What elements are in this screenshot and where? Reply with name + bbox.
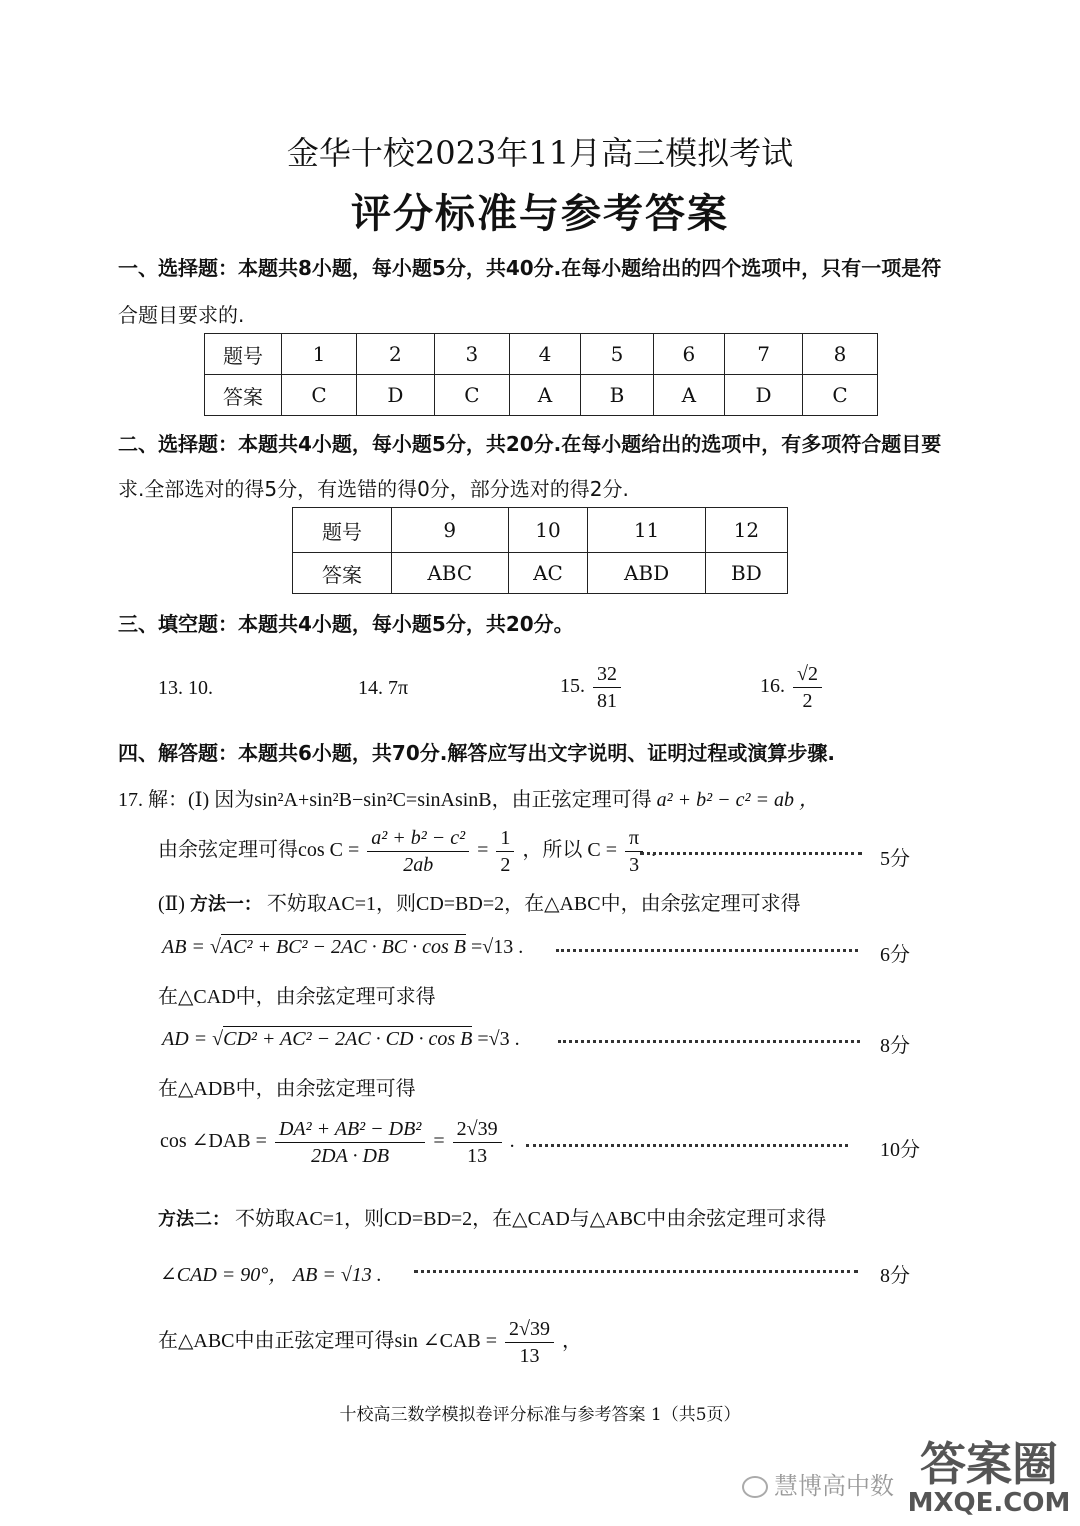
score-label: 5分	[880, 848, 910, 870]
answer-15	[560, 663, 624, 712]
table-row-label: 答案	[293, 553, 392, 594]
denominator: 3	[629, 854, 640, 876]
dotted-leader	[556, 949, 858, 952]
q17-method2	[158, 1202, 826, 1231]
q17-line2	[158, 827, 656, 876]
question-number: 10	[508, 508, 588, 553]
q17-line1	[118, 783, 819, 812]
question-number: 8	[803, 334, 878, 375]
wechat-icon	[742, 1476, 768, 1498]
ad-formula: AD = √CD² + AC² − 2AC · CD · cos B =√3 .	[162, 1028, 520, 1050]
watermark-text: 慧博高中数	[774, 1472, 894, 1500]
section1-heading-cont: 合题目要求的.	[118, 303, 245, 327]
answer-cell: BD	[705, 553, 787, 594]
fraction	[505, 1318, 554, 1367]
watermark-wechat	[742, 1466, 894, 1501]
text: 由余弦定理可得cos C =	[158, 839, 360, 862]
denominator: 2DA · DB	[311, 1145, 390, 1167]
q17-cad-text: 在△CAD中，由余弦定理可求得	[158, 986, 436, 1008]
dotted-leader	[640, 852, 862, 855]
question-number: 6	[653, 334, 724, 375]
denominator: 2	[500, 854, 511, 876]
denominator: 81	[597, 690, 617, 712]
answer-cell: D	[356, 375, 434, 416]
section3-heading: 三、填空题：本题共4小题，每小题5分，共20分。	[118, 612, 574, 636]
m2-formula: ∠CAD = 90°， AB = √13 .	[160, 1264, 382, 1286]
denominator: 13	[519, 1345, 540, 1367]
watermark-site: MXQE.COM	[907, 1488, 1071, 1518]
text: cos ∠DAB =	[160, 1130, 267, 1153]
question-number: 1	[282, 334, 357, 375]
page-footer: 十校高三数学模拟卷评分标准与参考答案 1（共5页）	[339, 1405, 741, 1425]
method-label: 方法一：	[189, 894, 262, 915]
question-number: 7	[725, 334, 803, 375]
answer-16	[760, 663, 825, 712]
numerator: √2	[793, 663, 822, 688]
numerator: DA² + AB² − DB²	[275, 1118, 425, 1143]
dotted-leader	[414, 1270, 858, 1273]
answer-cell: A	[653, 375, 724, 416]
answer-cell: C	[803, 375, 878, 416]
answer-14: 14. 7π	[358, 677, 409, 699]
text: 不妨取AC=1，则CD=BD=2，在△ABC中，由余弦定理可求得	[266, 893, 801, 915]
answer-cell: C	[282, 375, 357, 416]
question-number: 5	[581, 334, 653, 375]
question-number: 12	[705, 508, 787, 553]
q17-part2-method1	[158, 887, 801, 916]
section2-answer-table	[292, 507, 788, 594]
table-row-label: 题号	[205, 334, 282, 375]
sqrt-radicand: AC² + BC² − 2AC · BC · cos B	[220, 936, 467, 958]
numerator: π	[625, 827, 643, 852]
ab-formula: AB = √AC² + BC² − 2AC · BC · cos B =√13 .	[162, 936, 524, 958]
section2-heading-cont: 求.全部选对的得5分，有选错的得0分，部分选对的得2分.	[118, 477, 629, 501]
cos-dab-formula	[160, 1118, 515, 1167]
text: ，所以 C =	[522, 839, 618, 862]
question-number: 11	[588, 508, 705, 553]
method-label: 方法二：	[158, 1209, 230, 1230]
text: =√13 .	[471, 936, 524, 958]
question-number: 3	[434, 334, 509, 375]
answer-cell: ABD	[588, 553, 705, 594]
answer-13: 13. 10.	[158, 677, 213, 699]
question-number: 9	[392, 508, 509, 553]
section4-heading: 四、解答题：本题共6小题，共70分.解答应写出文字说明、证明过程或演算步骤.	[118, 741, 835, 765]
text: =√3 .	[477, 1028, 520, 1050]
q17-adb-text: 在△ADB中，由余弦定理可得	[158, 1078, 416, 1100]
sin-cab-formula	[158, 1318, 582, 1367]
table-row-label: 题号	[293, 508, 392, 553]
answer-15-label: 15.	[560, 675, 585, 698]
text: 在△ABC中由正弦定理可得sin ∠CAB =	[158, 1330, 498, 1353]
text: 不妨取AC=1，则CD=BD=2，在△CAD与△ABC中由余弦定理可求得	[235, 1208, 827, 1230]
answer-cell: B	[581, 375, 653, 416]
text: .	[509, 1130, 515, 1153]
denominator: 13	[467, 1145, 488, 1167]
exam-title: 金华十校2023年11月高三模拟考试	[286, 134, 794, 172]
section1-heading: 一、选择题：本题共8小题，每小题5分，共40分.在每小题给出的四个选项中，只有一项是符	[118, 256, 942, 280]
denominator: 2	[802, 690, 813, 712]
dotted-leader	[558, 1040, 860, 1043]
numerator: 1	[496, 827, 514, 852]
numerator: 2√39	[453, 1118, 502, 1143]
text: (Ⅱ)	[158, 893, 185, 915]
denominator: 2ab	[403, 854, 434, 876]
answer-cell: ABC	[392, 553, 509, 594]
text: .	[651, 839, 657, 862]
section2-heading: 二、选择题：本题共4小题，每小题5分，共20分.在每小题给出的选项中，有多项符合题目要	[118, 432, 942, 456]
section1-answer-table	[204, 333, 878, 416]
text: =	[433, 1130, 445, 1153]
table-row-label: 答案	[205, 375, 282, 416]
score-label: 6分	[880, 944, 910, 966]
score-label: 8分	[880, 1035, 910, 1057]
fraction	[496, 827, 514, 876]
numerator: a² + b² − c²	[367, 827, 469, 852]
answer-16-label: 16.	[760, 675, 785, 698]
fraction	[275, 1118, 425, 1167]
exam-subtitle: 评分标准与参考答案	[351, 190, 729, 237]
answer-cell: A	[509, 375, 580, 416]
score-label: 10分	[880, 1139, 920, 1161]
text: =	[477, 839, 489, 862]
q17-line1-formula: a² + b² − c² = ab ，	[656, 789, 820, 811]
numerator: 32	[593, 663, 621, 688]
q17-line1-text: 17. 解：(Ⅰ) 因为sin²A+sin²B−sin²C=sinAsinB，由正弦定理可得	[118, 789, 652, 811]
fraction	[367, 827, 469, 876]
text: ，	[562, 1330, 582, 1353]
answer-cell: C	[434, 375, 509, 416]
fraction	[793, 663, 822, 712]
sqrt-radicand: CD² + AC² − 2AC · CD · cos B	[223, 1028, 473, 1050]
watermark-logo: 答案圈	[920, 1437, 1058, 1491]
answer-cell: AC	[508, 553, 588, 594]
fraction	[453, 1118, 502, 1167]
numerator: 2√39	[505, 1318, 554, 1343]
dotted-leader	[526, 1144, 848, 1147]
fraction	[593, 663, 621, 712]
text: AD =	[162, 1028, 208, 1050]
score-label: 8分	[880, 1265, 910, 1287]
question-number: 2	[356, 334, 434, 375]
question-number: 4	[509, 334, 580, 375]
text: AB =	[162, 936, 205, 958]
answer-cell: D	[725, 375, 803, 416]
